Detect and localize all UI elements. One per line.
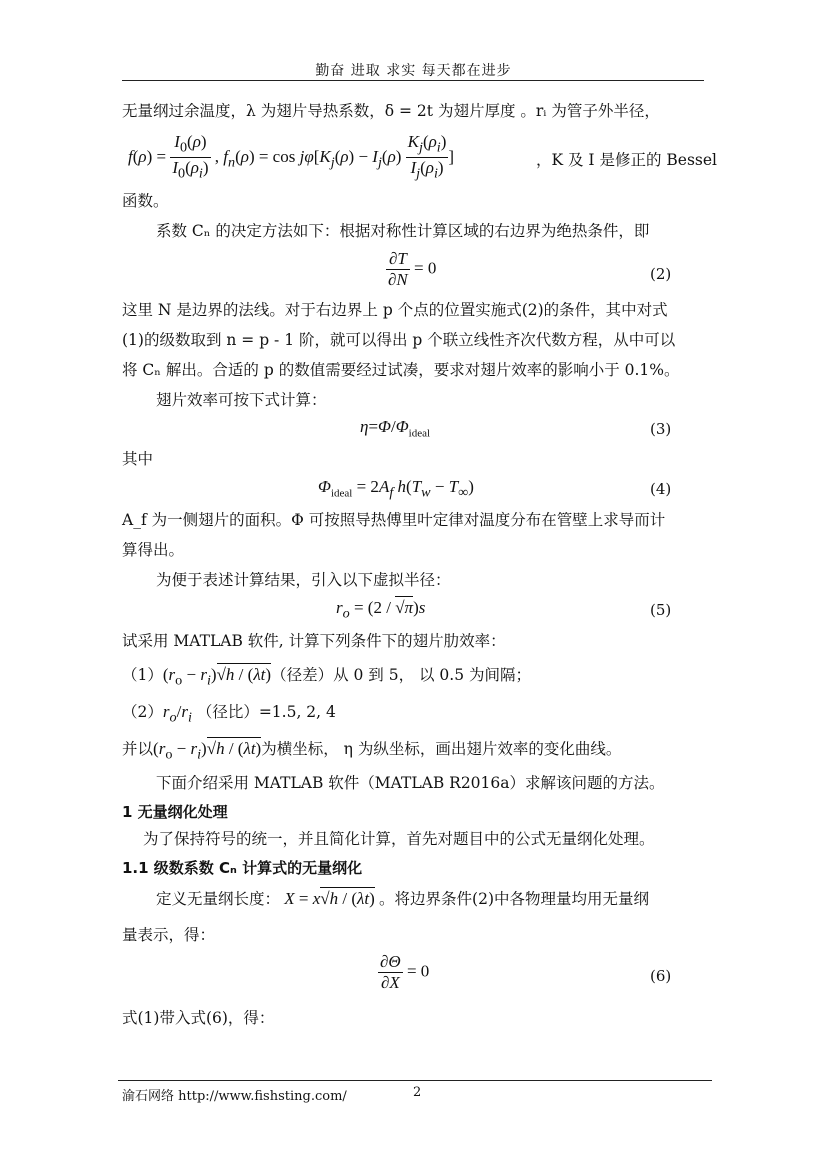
text-line: A_f 为一侧翅片的面积。Φ 可按照导热傅里叶定律对温度分布在管壁上求导而计 bbox=[122, 511, 666, 529]
text-axis: 并以$(r_o - r_i)√h / (\lambda t)$为横坐标， η 为纵坐标，画出翅片效率的变化曲线。 bbox=[122, 739, 622, 763]
text-line: 算得出。 bbox=[122, 541, 185, 559]
equation-f-rho: f(ρ) = $\frac{I_0(\rho)}{I_0(\rho_i)}$ , $f_n(\rho) = \cos j\varphi[K_j(\rho) - I_j(\rho)$ $\frac{K_j(\rho_i)}{I_j(\rho_i)}$ ] bbox=[128, 132, 455, 182]
text-line: 其中 bbox=[122, 450, 154, 468]
footer-rule bbox=[118, 1080, 712, 1081]
text-line: 式(1)带入式(6)，得： bbox=[122, 1009, 275, 1027]
condition-2-text: （径比）=1.5, 2, 4 bbox=[196, 703, 336, 721]
definition-pre: 定义无量纲长度： bbox=[156, 890, 281, 908]
paragraph-cn: 系数 Cₙ 的决定方法如下：根据对称性计算区域的右边界为绝热条件，即 bbox=[156, 222, 650, 240]
equation-number: (2) bbox=[650, 265, 672, 283]
header-rule bbox=[122, 80, 704, 81]
text-axis-pre: 并以 bbox=[122, 740, 154, 758]
text-line: 试采用 MATLAB 软件, 计算下列条件下的翅片肋效率： bbox=[122, 632, 506, 650]
text-line: 翅片效率可按下式计算： bbox=[156, 391, 327, 409]
condition-1-text: （径差）从 0 到 5， 以 0.5 为间隔； bbox=[271, 666, 532, 684]
text-line: 这里 N 是边界的法线。对于右边界上 p 个点的位置实施式(2)的条件，其中对式 bbox=[122, 301, 668, 319]
equation-number: (6) bbox=[650, 967, 672, 985]
definition-line: 定义无量纲长度： X = x√h / (λt) 。将边界条件(2)中各物理量均用无量纲 bbox=[156, 889, 650, 908]
text-axis-post: 为横坐标， η 为纵坐标，画出翅片效率的变化曲线。 bbox=[261, 740, 622, 758]
equation-5: $r_o = (2 / √\pi)s$ bbox=[336, 598, 426, 622]
equation-number: (3) bbox=[650, 420, 672, 438]
equation-number: (5) bbox=[650, 601, 672, 619]
equation-6: $\frac{\partial\Theta}{\partial X}$ = 0 bbox=[380, 952, 430, 992]
definition-post: 。将边界条件(2)中各物理量均用无量纲 bbox=[379, 890, 650, 908]
equation-2: $\frac{\partial T}{\partial N}$ = 0 bbox=[388, 249, 437, 289]
page-number: 2 bbox=[413, 1085, 422, 1100]
condition-2: $(2)r_o/r_i$ （径比）=1.5, 2, 4 bbox=[122, 702, 336, 726]
text-line: 为了保持符号的统一，并且简化计算，首先对题目中的公式无量纲化处理。 bbox=[143, 830, 655, 848]
text-line: 函数。 bbox=[122, 192, 169, 210]
text-line: 将 Cₙ 解出。合适的 p 的数值需要经过试凑，要求对翅片效率的影响小于 0.1%。 bbox=[122, 361, 680, 379]
equation-number: (4) bbox=[650, 480, 672, 498]
equation-4: $\Phi_{ideal} = 2A_f$ $h(T_w - T_\infty)$ bbox=[318, 477, 474, 501]
condition-1-label: （1） bbox=[122, 666, 163, 684]
section-heading: 1 无量纲化处理 bbox=[122, 803, 228, 821]
text-line: 量表示，得： bbox=[122, 926, 216, 944]
text-line: (1)的级数取到 n = p - 1 阶，就可以得出 p 个联立线性齐次代数方程，从中可以 bbox=[122, 331, 676, 349]
page-header-motto: 勤奋 进取 求实 每天都在进步 bbox=[315, 63, 512, 79]
text-line: 下面介绍采用 MATLAB 软件（MATLAB R2016a）求解该问题的方法。 bbox=[156, 774, 665, 792]
footer-site: 渝石网络 http://www.fishsting.com/ bbox=[122, 1089, 347, 1104]
text-line: 为便于表述计算结果，引入以下虚拟半径： bbox=[156, 571, 451, 589]
condition-2-label: （2） bbox=[122, 703, 163, 721]
equation-3: $\eta=\Phi/\Phi_{ideal}$ bbox=[360, 417, 431, 440]
text-bessel: ，K 及 I 是修正的 Bessel bbox=[536, 151, 718, 169]
text-line: 无量纲过余温度，λ 为翅片导热系数，δ = 2t 为翅片厚度 。rᵢ 为管子外半径， bbox=[122, 102, 660, 120]
condition-1: $(1)(r_o - r_i)√h / (\lambda t)$（径差）从 0 到 5， 以 0.5 为间隔； bbox=[122, 665, 532, 689]
subsection-heading: 1.1 级数系数 Cₙ 计算式的无量纲化 bbox=[122, 859, 363, 877]
